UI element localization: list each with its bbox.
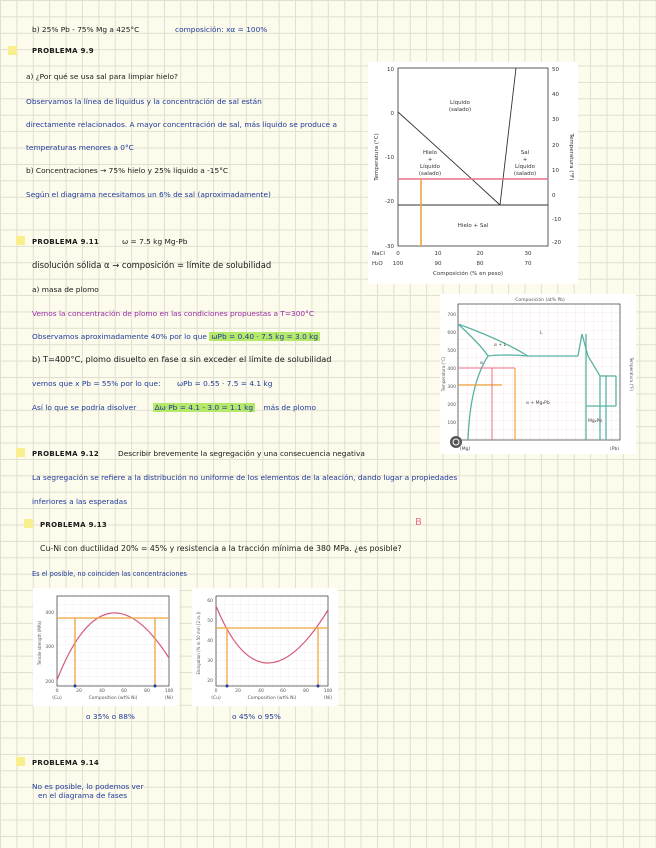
x-bottom-tick: 80	[476, 261, 484, 267]
region-ice-liquid: +	[427, 157, 433, 163]
x-tick: 100	[164, 689, 174, 694]
problem-9-11-line-1: disolución sólida α → composición = límite de solubilidad	[32, 260, 272, 270]
left-tick: 300	[447, 385, 456, 390]
x-tick: 0	[214, 689, 218, 694]
problem-9-11-given: ω = 7.5 kg Mg-Pb	[122, 237, 188, 246]
answer-a-formula: ωPb = 0.40 · 7.5 kg = 3.0 kg	[211, 332, 319, 341]
label-x-left: (Mg)	[460, 447, 471, 452]
x-tick: 20	[76, 689, 82, 694]
y-tick: 40	[207, 639, 213, 644]
tensile-strength-chart-svg	[33, 588, 179, 706]
liquidus-ice	[398, 112, 500, 205]
y-axis-label-right: Temperatura (°F)	[568, 133, 574, 181]
right-tick: 40	[552, 92, 559, 98]
highlight-marker	[16, 757, 25, 766]
zoom-icon	[450, 436, 462, 448]
y-tick: 20	[207, 679, 213, 684]
problem-9-14-title: PROBLEMA 9.14	[32, 759, 100, 767]
region-salt-liquid: Sal	[520, 150, 530, 156]
problem-9-13-title: PROBLEMA 9.13	[40, 521, 108, 529]
problem-9-13-statement: Cu-Ni con ductilidad 20% = 45% y resistencia a la tracción mínima de 380 MPa. ¿es posible?	[40, 544, 402, 553]
region-liquid: Líquido	[450, 100, 470, 106]
problem-9-9-question-b: b) Concentraciones → 75% hielo y 25% líquido a -15°C	[26, 166, 229, 175]
label-alpha: α	[480, 361, 483, 366]
y-axis-label-left: Temperatura (°C)	[374, 133, 380, 181]
right-tick: 20	[552, 143, 559, 149]
problem-9-11-answer-b-line-1	[32, 379, 272, 389]
answer-b-formula: ωPb = 0.55 · 7.5 = 4.1 kg	[176, 379, 273, 388]
problem-9-14-answer-line-2: en el diagrama de fases	[38, 791, 128, 800]
highlight-marker	[24, 519, 33, 528]
problem-9-12-description: Describir brevemente la segregación y una consecuencia negativa	[118, 449, 365, 458]
x-top-tick: 30	[524, 251, 532, 257]
problem-9-13-mark: B	[415, 517, 422, 528]
y-axis-label-left: Temperatura (°C)	[441, 356, 446, 392]
x-top-tick: 20	[476, 251, 484, 257]
nacl-h2o-phase-diagram-svg	[368, 62, 578, 284]
left-tick: -30	[385, 244, 394, 250]
x-end-right: (Ni)	[323, 696, 333, 701]
region-ice-liquid: Líquido	[420, 164, 440, 170]
problem-9-11-question-b: b) T=400°C, plomo disuelto en fase α sin exceder el límite de solubilidad	[32, 354, 332, 364]
problem-9-11-answer-a-line-1: Vemos la concentración de plomo en las condiciones propuestas a T=300°C	[32, 309, 314, 318]
marker-right	[154, 685, 157, 688]
problem-9-13-note: Es el posible, no coinciden las concentraciones	[32, 570, 187, 578]
marker-right	[317, 685, 320, 688]
region-liquid: (salado)	[448, 107, 472, 113]
problem-9-9-answer-line-2: directamente relacionados. A mayor concentración de sal, más líquido se produce a	[26, 120, 338, 129]
component-nacl: NaCl	[372, 251, 385, 257]
x-end-left: (Cu)	[52, 696, 62, 701]
x-top-tick: 0	[396, 251, 400, 257]
left-tick: -10	[385, 155, 394, 161]
x-tick: 40	[99, 689, 105, 694]
intro-line-b-composition: composición: xα = 100%	[175, 25, 268, 34]
y-tick: 60	[207, 599, 213, 604]
nacl-h2o-phase-diagram	[368, 62, 578, 284]
y-axis-label: Elongation (% in 50 mm [2 in.])	[196, 611, 201, 675]
x-tick: 60	[280, 689, 286, 694]
figure-3-caption: o 35% o 88%	[86, 712, 135, 721]
problem-9-11-title: PROBLEMA 9.11	[32, 238, 100, 246]
answer-b2-text: Así lo que se podría disolver	[32, 403, 137, 412]
y-axis-label: Tensile strength (MPa)	[37, 620, 42, 666]
x-top-tick: 10	[434, 251, 442, 257]
y-tick: 50	[207, 619, 213, 624]
x-tick: 40	[258, 689, 264, 694]
y-tick: 400	[45, 611, 54, 616]
highlight-marker	[8, 46, 17, 55]
figure-4-caption: o 45% o 95%	[232, 712, 281, 721]
x-bottom-tick: 100	[392, 261, 404, 267]
problem-9-9-question-a: a) ¿Por qué se usa sal para limpiar hielo?	[26, 72, 178, 81]
x-end-left: (Cu)	[211, 696, 221, 701]
left-tick: 700	[447, 313, 456, 318]
problem-9-9-answer-line-1: Observamos la línea de liquidus y la concentración de sal están	[26, 97, 262, 106]
x-tick: 60	[121, 689, 127, 694]
label-x-right: (Pb)	[610, 447, 620, 452]
left-tick: 10	[387, 67, 394, 73]
label-alpha-mg2pb: α + Mg₂Pb	[526, 401, 550, 406]
marker-left	[74, 685, 77, 688]
problem-9-9-answer-b: Según el diagrama necesitamos un 6% de sal (aproximadamente)	[26, 190, 271, 199]
answer-b2-tail: más de plomo	[263, 403, 316, 412]
mg-pb-phase-diagram-svg	[440, 294, 636, 454]
left-tick: 400	[447, 367, 456, 372]
region-ice-liquid: Hielo	[423, 150, 437, 156]
problem-9-12-answer-line-2: inferiores a las esperadas	[32, 497, 128, 506]
mg-pb-phase-diagram	[440, 294, 636, 454]
intro-line-b: b) 25% Pb - 75% Mg a 425°C	[32, 25, 140, 34]
answer-a-text: Observamos aproximadamente 40% por lo que	[32, 332, 207, 341]
label-liquid: L	[540, 331, 543, 336]
marker-left	[226, 685, 229, 688]
plot-frame	[57, 596, 169, 686]
problem-9-12-answer-line-1: La segregación se refiere a la distribución no uniforme de los elementos de la aleación, dando lugar a propiedades	[32, 473, 458, 482]
left-tick: 0	[390, 111, 394, 117]
x-bottom-tick: 90	[434, 261, 442, 267]
region-salt-liquid: +	[522, 157, 528, 163]
x-tick: 100	[323, 689, 333, 694]
y-tick: 30	[207, 659, 213, 664]
answer-b2-formula: Δω Pb = 4.1 - 3.0 = 1.1 kg	[154, 403, 254, 412]
left-tick: 200	[447, 403, 456, 408]
problem-9-14-answer-line-1: No es posible, lo podemos ver	[32, 782, 144, 791]
left-tick: 500	[447, 349, 456, 354]
y-tick: 300	[45, 645, 54, 650]
x-end-right: (Ni)	[164, 696, 174, 701]
problem-9-9-title: PROBLEMA 9.9	[32, 47, 94, 55]
x-tick: 80	[303, 689, 309, 694]
left-tick: -20	[385, 199, 394, 205]
tensile-strength-chart	[33, 588, 179, 706]
label-alpha-liquid: α + L	[494, 343, 507, 348]
problem-9-11-question-a: a) masa de plomo	[32, 285, 99, 294]
elongation-chart-svg	[192, 588, 338, 706]
x-tick: 20	[235, 689, 241, 694]
right-tick: 30	[552, 117, 559, 123]
right-tick: 0	[552, 193, 556, 199]
highlight-marker	[16, 236, 25, 245]
answer-b-text: vemos que x Pb = 55% por lo que:	[32, 379, 161, 388]
plot-frame	[216, 596, 328, 686]
problem-9-9-answer-line-3: temperaturas menores a 0°C	[26, 143, 134, 152]
right-tick: -10	[552, 217, 561, 223]
region-ice-liquid: (salado)	[418, 171, 442, 177]
problem-9-11-answer-a-line-2	[32, 332, 320, 342]
x-tick: 80	[144, 689, 150, 694]
label-mg2pb: Mg₂Pb	[588, 419, 603, 424]
highlight-marker	[16, 448, 25, 457]
top-axis-label: Composición (at% Pb)	[515, 298, 565, 303]
x-axis-label: Composition (wt% Ni)	[88, 696, 138, 701]
y-axis-label-right: Temperatura (°F)	[629, 356, 634, 392]
right-tick: 10	[552, 168, 559, 174]
x-axis-label: Composition (wt% Ni)	[247, 696, 297, 701]
right-tick: -20	[552, 240, 561, 246]
region-salt-liquid: (salado)	[513, 171, 537, 177]
problem-9-11-answer-b-line-2	[32, 403, 316, 413]
left-tick: 100	[447, 421, 456, 426]
right-tick: 50	[552, 67, 559, 73]
x-tick: 0	[55, 689, 59, 694]
problem-9-12-title: PROBLEMA 9.12	[32, 450, 100, 458]
left-tick: 600	[447, 331, 456, 336]
elongation-chart	[192, 588, 338, 706]
x-axis-label: Composición (% en peso)	[433, 271, 503, 277]
liquidus-salt	[500, 68, 516, 205]
region-salt-liquid: Líquido	[515, 164, 535, 170]
region-ice-salt: Hielo + Sal	[457, 223, 489, 229]
x-bottom-tick: 70	[524, 261, 532, 267]
component-h2o: H₂O	[372, 261, 383, 267]
y-tick: 200	[45, 680, 54, 685]
